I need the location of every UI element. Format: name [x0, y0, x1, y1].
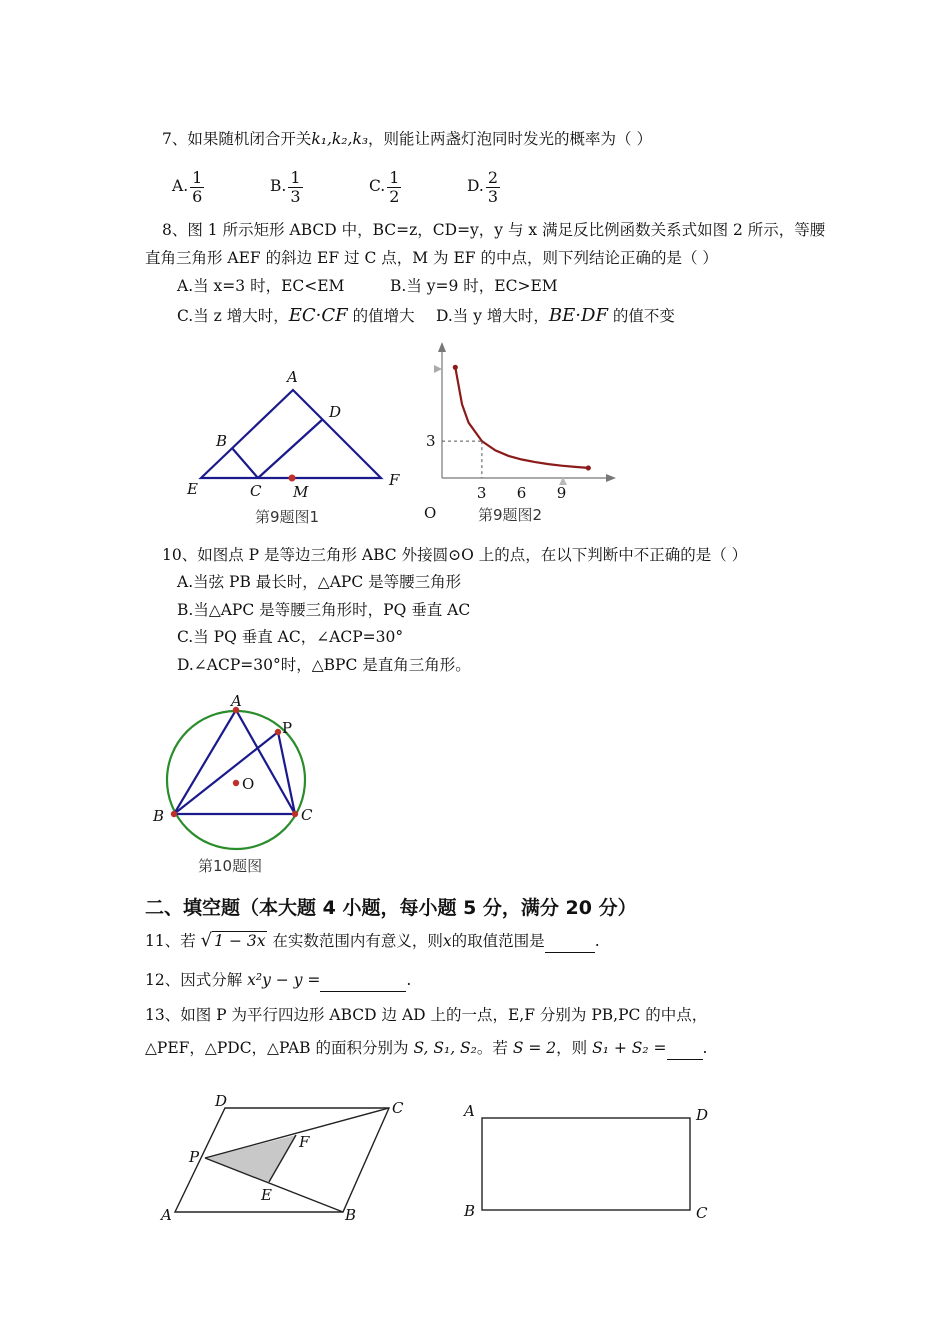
q7-options	[172, 166, 500, 206]
origin-label: O	[424, 504, 437, 522]
q7-option-a[interactable]: A. $\frac{1}{6}$	[172, 167, 203, 206]
fig9-2-caption: 第9题图2	[478, 506, 543, 524]
q12-expression: x²y − y =	[247, 971, 321, 989]
q7-switches: k₁,k₂,k₃	[311, 130, 369, 148]
q7-option-c[interactable]: C. $\frac{1}{2}$	[369, 167, 400, 206]
q10-stem: 10、如图点 P 是等边三角形 ABC 外接圆⊙O 上的点，在以下判断中不正确的是（ ）	[162, 546, 748, 564]
label-b: B	[216, 432, 228, 450]
section2-heading: 二、填空题（本大题 4 小题，每小题 5 分，满分 20 分）	[145, 897, 637, 919]
sqrt-expression: √ 1 − 3x	[200, 930, 266, 951]
label-c: C	[250, 482, 262, 500]
fig10-caption: 第10题图	[198, 857, 263, 875]
q10-option-d[interactable]: D.∠ACP=30°时，△BPC 是直角三角形。	[177, 656, 471, 674]
series-endpoint	[586, 465, 591, 470]
q8-option-b[interactable]: B.当 y=9 时，EC>EM	[390, 277, 558, 295]
label-b: B	[153, 807, 165, 825]
x-axis-arrow	[606, 474, 616, 482]
x-tick-label: 6	[516, 484, 527, 502]
label-b: B	[464, 1202, 476, 1220]
fig14-rectangle	[458, 1098, 718, 1228]
label-a: A	[464, 1102, 475, 1120]
point-c	[292, 811, 298, 817]
point-o	[233, 780, 239, 786]
segment-bc	[232, 448, 258, 478]
q10-option-b[interactable]: B.当△APC 是等腰三角形时，PQ 垂直 AC	[177, 601, 471, 619]
fig9-2-chart	[420, 342, 620, 530]
label-f: F	[299, 1133, 310, 1151]
y-tick-label: 3	[426, 432, 436, 451]
label-b: B	[345, 1206, 357, 1224]
point-p	[275, 729, 281, 735]
segment-pc	[278, 732, 295, 814]
y-axis-marker	[434, 365, 442, 373]
label-c: C	[301, 806, 313, 824]
segment-cd	[258, 419, 323, 478]
fig13-parallelogram	[155, 1090, 425, 1230]
label-m: M	[293, 483, 309, 501]
fig9-1-caption: 第9题图1	[255, 508, 320, 526]
rectangle-abcd	[482, 1118, 690, 1210]
q8-line2: 直角三角形 AEF 的斜边 EF 过 C 点，M 为 EF 的中点，则下列结论正确的是（ ）	[145, 249, 718, 267]
segment-pc	[205, 1108, 389, 1158]
segment-bp	[174, 732, 278, 814]
q10-option-c[interactable]: C.当 PQ 垂直 AC，∠ACP=30°	[177, 628, 404, 646]
q11-answer-blank[interactable]	[545, 930, 595, 953]
q13-line1: 13、如图 P 为平行四边形 ABCD 边 AD 上的一点，E,F 分别为 PB,PC 的中点，	[145, 1006, 708, 1024]
label-p: P	[189, 1148, 200, 1166]
point-m	[289, 475, 296, 482]
q8-option-d[interactable]: D.当 y 增大时，BE·DF 的值不变	[436, 305, 675, 326]
q10-option-a[interactable]: A.当弦 PB 最长时，△APC 是等腰三角形	[177, 573, 462, 591]
q8-option-a[interactable]: A.当 x=3 时，EC<EM	[177, 277, 345, 295]
q8-line1: 8、图 1 所示矩形 ABCD 中，BC=z，CD=y，y 与 x 满足反比例函数关系式如图 2 所示，等腰	[162, 221, 826, 239]
q7-stem: 7、如果随机闭合开关k₁,k₂,k₃，则能让两盏灯泡同时发光的概率为（ ）	[162, 130, 652, 148]
label-e: E	[261, 1186, 272, 1204]
point-b	[171, 811, 177, 817]
q13-line2: △PEF，△PDC，△PAB 的面积分别为 S, S₁, S₂。若 S = 2，则 S₁ + S₂ = .	[145, 1037, 707, 1060]
label-a: A	[231, 692, 242, 710]
label-f: F	[389, 471, 400, 489]
x-tick-label: 3	[476, 484, 487, 502]
label-c: C	[392, 1099, 404, 1117]
q7-option-d[interactable]: D. $\frac{2}{3}$	[467, 167, 498, 206]
q7-option-b[interactable]: B. $\frac{1}{3}$	[270, 167, 301, 206]
series-endpoint	[453, 365, 458, 370]
x-tick-label: 9	[556, 484, 567, 502]
q13-vars: S, S₁, S₂	[413, 1039, 477, 1057]
label-o: O	[242, 775, 255, 793]
q13-ask: S₁ + S₂ =	[592, 1039, 667, 1057]
fig9-1-triangle	[180, 360, 410, 530]
label-d: D	[329, 403, 342, 421]
series-line	[455, 367, 588, 468]
label-e: E	[187, 480, 198, 498]
y-axis-arrow	[438, 342, 446, 352]
q11: 11、若 √ 1 − 3x 在实数范围内有意义，则x的取值范围是 .	[145, 930, 600, 951]
q13-answer-blank[interactable]	[667, 1037, 703, 1060]
q8-option-c[interactable]: C.当 z 增大时，EC·CF 的值增大	[177, 305, 415, 326]
label-a: A	[161, 1206, 172, 1224]
label-p: P	[282, 719, 293, 737]
triangle-aef	[201, 390, 381, 478]
q12: 12、因式分解 x²y − y = .	[145, 969, 411, 992]
q12-answer-blank[interactable]	[320, 969, 406, 992]
q13-condition: S = 2	[512, 1039, 557, 1057]
fig10-circle-figure	[145, 690, 345, 880]
label-d: D	[696, 1106, 709, 1124]
label-a: A	[287, 368, 298, 386]
label-d: D	[215, 1092, 228, 1110]
label-c: C	[696, 1204, 708, 1222]
